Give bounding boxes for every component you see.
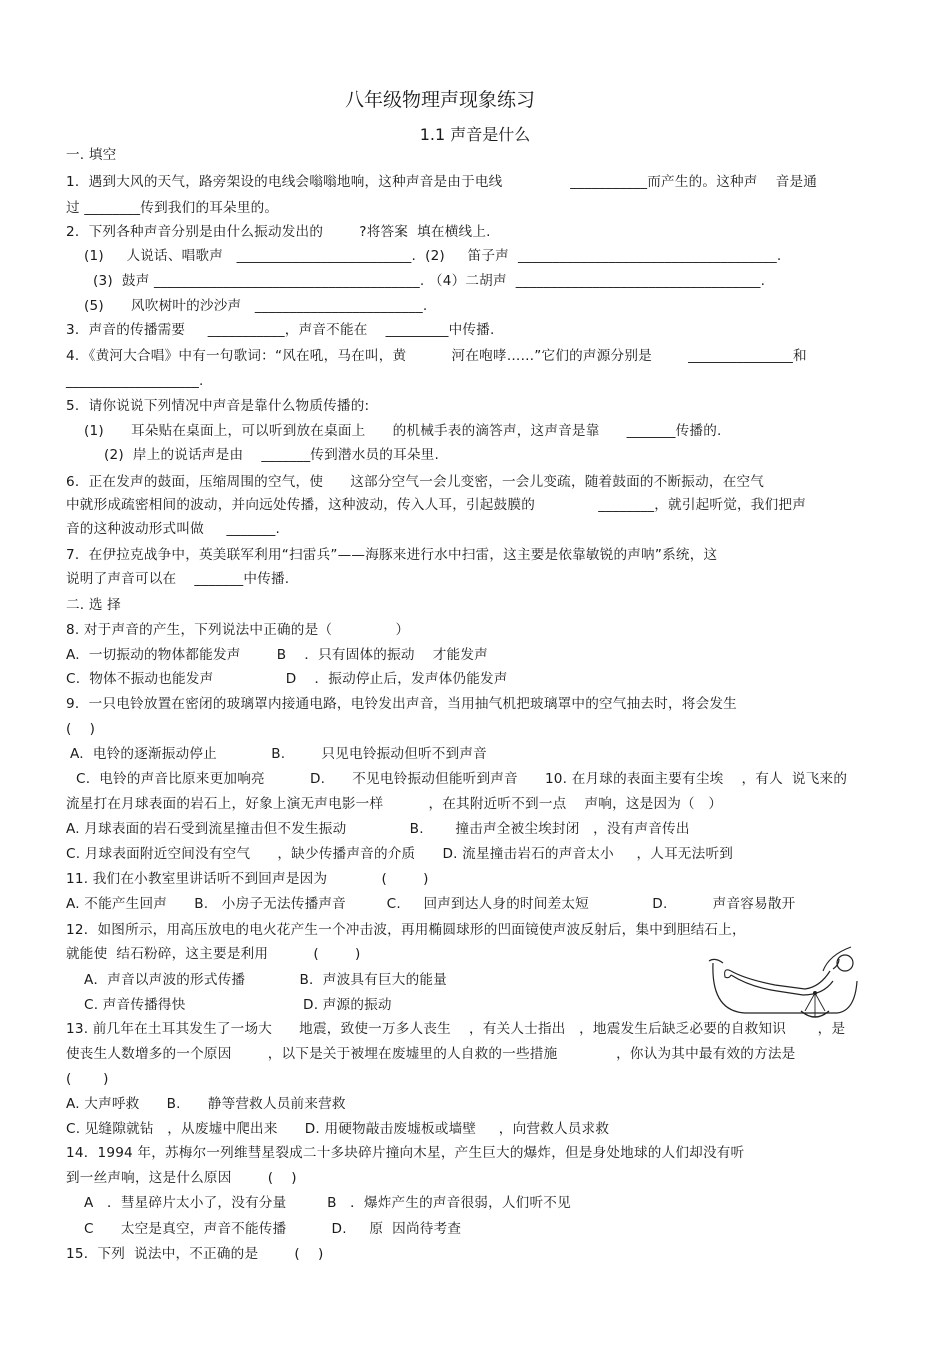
text-line: 到一丝声响，这是什么原因 ( ) bbox=[66, 1170, 297, 1186]
text-line: A. 大声呼救 B. 静等营救人员前来营救 bbox=[66, 1096, 346, 1112]
text-line: A. 一切振动的物体都能发声 B ．只有固体的振动 才能发声 bbox=[66, 647, 488, 663]
text-line: 流星打在月球表面的岩石上，好象上演无声电影一样 ，在其附近听不到一点 声响，这是因为（ ） bbox=[66, 796, 723, 812]
text-line: 6．正在发声的鼓面，压缩周围的空气，使 这部分空气一会儿变密，一会儿变疏，随着鼓面的不断振动，在空气 bbox=[66, 474, 765, 490]
page-title: 八年级物理声现象练习 bbox=[344, 89, 535, 111]
text-line: 14．1994 年，苏梅尔一列维彗星裂成二十多块碎片撞向木星，产生巨大的爆炸，但是身处地球的人们却没有听 bbox=[66, 1145, 745, 1161]
text-line: C 太空是真空，声音不能传播 D. 原 因尚待考查 bbox=[84, 1221, 462, 1237]
text-line: C. 电铃的声音比原来更加响亮 D. 不见电铃振动但能听到声音 10. 在月球的表面主要有尘埃 ，有人 说飞来的 bbox=[76, 771, 848, 787]
text-line: (1) 人说话、唱歌声 _________________________. (2) 笛子声 _____________________________________. bbox=[84, 248, 782, 264]
text-line: C. 月球表面附近空间没有空气 ，缺少传播声音的介质 D. 流星撞击岩石的声音太小 ，人耳无法听到 bbox=[66, 846, 734, 862]
text-line: (1) 耳朵贴在桌面上，可以听到放在桌面上 的机械手表的滴答声，这声音是靠 _______传播的. bbox=[84, 423, 722, 439]
text-line: 过 ________传到我们的耳朵里的。 bbox=[66, 200, 279, 216]
text-line: (5) 风吹树叶的沙沙声 ________________________. bbox=[84, 298, 428, 314]
text-line: 3．声音的传播需要 ___________，声音不能在 _________中传播. bbox=[66, 322, 495, 338]
text-line: 13. 前几年在土耳其发生了一场大 地震，致使一万多人丧生 ，有关人士指出 ，地震发生后缺乏必要的自救知识 ，是 bbox=[66, 1021, 846, 1037]
text-line: 11. 我们在小教室里讲话听不到回声是因为 ( ) bbox=[66, 871, 429, 887]
text-line: C. 见缝隙就钻 ，从废墟中爬出来 D. 用硬物敲击废墟板或墙壁 ，向营救人员求救 bbox=[66, 1121, 610, 1137]
text-line: C. 声音传播得快 D. 声源的振动 bbox=[84, 997, 392, 1013]
text-line: C. 物体不振动也能发声 D ．振动停止后，发声体仍能发声 bbox=[66, 671, 508, 687]
text-line: 12．如图所示，用高压放电的电火花产生一个冲击波，再用椭圆球形的凹面镜使声波反射后，集中到胆结石上， bbox=[66, 922, 746, 938]
text-line: ___________________. bbox=[66, 373, 204, 389]
text-line: 二. 选 择 bbox=[66, 597, 121, 613]
text-line: A. 不能产生回声 B. 小房子无法传播声音 C. 回声到达人身的时间差太短 D. 声音容易散开 bbox=[66, 896, 796, 912]
text-line: A. 电铃的逐渐振动停止 B. 只见电铃振动但听不到声音 bbox=[70, 746, 487, 762]
text-line: 2．下列各种声音分别是由什么振动发出的 ?将答案 填在横线上. bbox=[66, 224, 491, 240]
text-line: 8. 对于声音的产生，下列说法中正确的是（ ） bbox=[66, 622, 410, 638]
text-line: A．声音以声波的形式传播 B．声波具有巨大的能量 bbox=[84, 972, 447, 988]
text-line: A. 月球表面的岩石受到流星撞击但不发生振动 B. 撞击声全被尘埃封闭 ，没有声音传出 bbox=[66, 821, 690, 837]
text-line: ( ) bbox=[66, 1071, 109, 1087]
text-line: 7．在伊拉克战争中，英美联军利用“扫雷兵”——海豚来进行水中扫雷，这主要是依靠敏锐的声呐”系统，这 bbox=[66, 547, 718, 563]
patient-in-bath-lithotripsy-figure bbox=[705, 941, 865, 1023]
text-line: 说明了声音可以在 _______中传播. bbox=[66, 571, 290, 587]
text-line: (3) 鼓声 ______________________________________. （4）二胡声 ___________________________________. bbox=[93, 273, 766, 289]
text-line: 4．《黄河大合唱》中有一句歌词：“风在吼，马在叫，黄 河在咆哮……”它们的声源分别是 _______________和 bbox=[66, 348, 807, 364]
text-line: 1．遇到大风的天气，路旁架设的电线会嗡嗡地响，这种声音是由于电线 ___________而产生的。这种声 音是通 bbox=[66, 174, 818, 190]
text-line: 5．请你说说下列情况中声音是靠什么物质传播的: bbox=[66, 398, 370, 414]
text-line: 使丧生人数增多的一个原因 ，以下是关于被埋在废墟里的人自救的一些措施 ，你认为其中最有效的方法是 bbox=[66, 1046, 796, 1062]
text-line: A ．彗星碎片太小了，没有分量 B ．爆炸产生的声音很弱，人们听不见 bbox=[84, 1195, 571, 1211]
text-line: (2) 岸上的说话声是由 _______传到潜水员的耳朵里. bbox=[104, 447, 439, 463]
text-line: 音的这种波动形式叫做 _______. bbox=[66, 521, 281, 537]
text-line: 9．一只电铃放置在密闭的玻璃罩内接通电路，电铃发出声音，当用抽气机把玻璃罩中的空气抽去时，将会发生 bbox=[66, 696, 737, 712]
text-line: 一. 填空 bbox=[66, 147, 117, 163]
section-subtitle: 1.1 声音是什么 bbox=[419, 125, 531, 144]
text-line: 就能使 结石粉碎，这主要是利用 ( ) bbox=[66, 946, 361, 962]
text-line: ( ) bbox=[66, 721, 96, 737]
text-line: 中就形成疏密相间的波动，并向远处传播，这种波动，传入人耳，引起鼓膜的 ________，就引起听觉，我们把声 bbox=[66, 497, 806, 513]
text-line: 15．下列 说法中，不正确的是 ( ) bbox=[66, 1246, 324, 1262]
